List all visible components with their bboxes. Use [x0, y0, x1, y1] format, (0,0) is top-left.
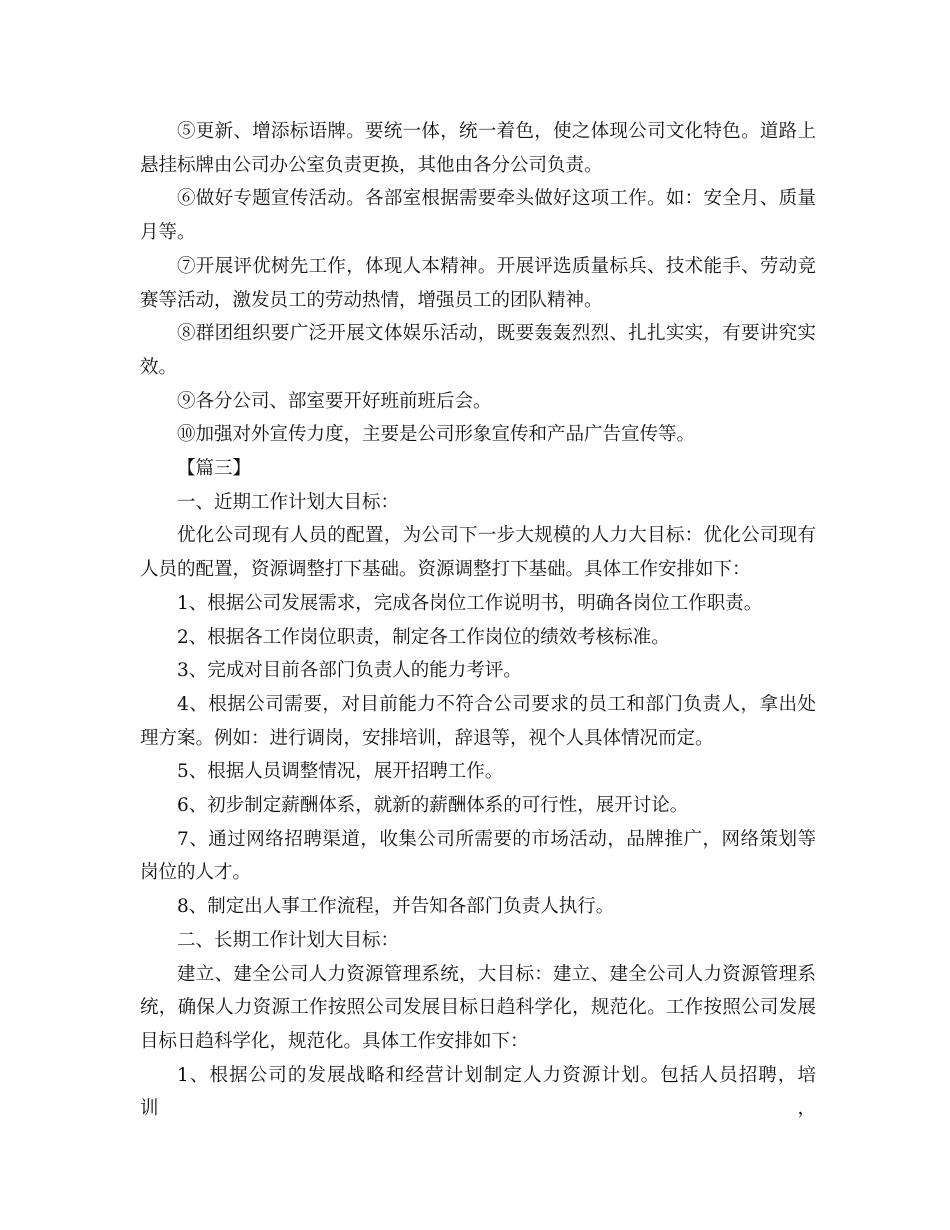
paragraph-item-10-publicity: ⑩加强对外宣传力度，主要是公司形象宣传和产品广告宣传等。 [177, 424, 696, 446]
list-item-short-4: 4、根据公司需要，对目前能力不符合公司要求的员工和部门负责人，拿出处理方案。例如：进行调岗，安排培训，辞退等，视个人具体情况而定。 [140, 693, 816, 749]
list-item-short-5: 5、根据人员调整情况，展开招聘工作。 [177, 761, 504, 783]
list-item-short-1: 1、根据公司发展需求，完成各岗位工作说明书，明确各岗位工作职责。 [177, 592, 763, 614]
document-body [140, 115, 816, 1126]
section-heading-part-three: 【篇三】 [177, 458, 252, 480]
paragraph-item-6-campaigns: ⑥做好专题宣传活动。各部室根据需要牵头做好这项工作。如：安全月、质量月等。 [140, 188, 816, 244]
list-item-long-1: 1、根据公司的发展战略和经营计划制定人力资源计划。包括人员招聘，培训， [140, 1064, 816, 1120]
paragraph-short-term-intro: 优化公司现有人员的配置，为公司下一步大规模的人力大目标：优化公司现有人员的配置，资源调整打下基础。资源调整打下基础。具体工作安排如下： [140, 525, 816, 581]
paragraph-item-7-awards: ⑦开展评优树先工作，体现人本精神。开展评选质量标兵、技术能手、劳动竞赛等活动，激发员工的劳动热情，增强员工的团队精神。 [140, 255, 816, 311]
list-item-short-2: 2、根据各工作岗位职责，制定各工作岗位的绩效考核标准。 [177, 626, 670, 648]
list-item-short-8: 8、制定出人事工作流程，并告知各部门负责人执行。 [177, 896, 615, 918]
list-item-short-3: 3、完成对目前各部门负责人的能力考评。 [177, 660, 522, 682]
paragraph-item-9-meetings: ⑨各分公司、部室要开好班前班后会。 [177, 390, 492, 412]
paragraph-long-term-intro: 建立、建全公司人力资源管理系统，大目标：建立、建全公司人力资源管理系统，确保人力资源工作按照公司发展目标日趋科学化，规范化。工作按照公司发展目标日趋科学化，规范化。具体工作安排如下： [140, 963, 816, 1052]
paragraph-item-8-activities: ⑧群团组织要广泛开展文体娱乐活动，既要轰轰烈烈、扎扎实实，有要讲究实效。 [140, 323, 816, 378]
heading-short-term-goals: 一、近期工作计划大目标： [177, 491, 400, 513]
paragraph-item-5-signage: ⑤更新、增添标语牌。要统一体，统一着色，使之体现公司文化特色。道路上悬挂标牌由公司办公室负责更换，其他由各分公司负责。 [140, 121, 816, 176]
list-item-short-6: 6、初步制定薪酬体系，就新的薪酬体系的可行性，展开讨论。 [177, 795, 689, 817]
list-item-short-7: 7、通过网络招聘渠道，收集公司所需要的市场活动，品牌推广，网络策划等岗位的人才。 [140, 828, 816, 884]
heading-long-term-goals: 二、长期工作计划大目标： [177, 929, 400, 951]
